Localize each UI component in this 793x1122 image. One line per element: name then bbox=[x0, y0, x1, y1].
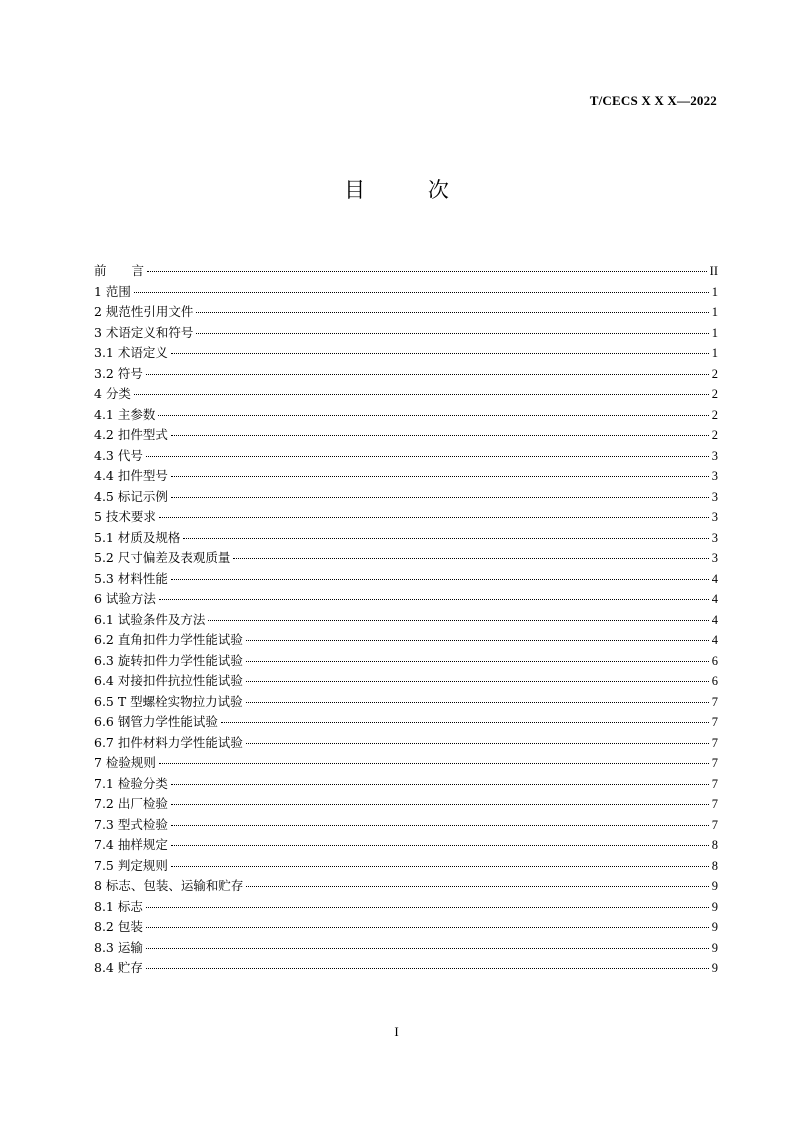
toc-entry[interactable] bbox=[94, 651, 718, 672]
toc-entry-label: 5.3 材料性能 bbox=[94, 570, 168, 586]
toc-entry-page: 2 bbox=[711, 387, 718, 401]
toc-leader-dots bbox=[171, 784, 709, 785]
toc-entry[interactable] bbox=[94, 938, 718, 959]
toc-entry-label: 3 术语定义和符号 bbox=[94, 324, 194, 340]
toc-entry[interactable] bbox=[94, 630, 718, 651]
toc-entry-label: 2 规范性引用文件 bbox=[94, 304, 194, 319]
toc-entry-page: 7 bbox=[711, 817, 718, 832]
toc-leader-dots bbox=[196, 333, 708, 334]
toc-entry[interactable] bbox=[94, 815, 718, 836]
toc-entry[interactable] bbox=[94, 323, 718, 344]
toc-entry-label: 8.3 运输 bbox=[94, 939, 143, 955]
toc-entry-page: 7 bbox=[711, 735, 718, 750]
toc-entry-label: 6.1 试验条件及方法 bbox=[94, 611, 206, 627]
toc-leader-dots bbox=[246, 661, 709, 662]
toc-entry-label: 6.5 T 型螺栓实物拉力试验 bbox=[94, 693, 243, 709]
toc-leader-dots bbox=[246, 640, 709, 641]
toc-entry-page: 4 bbox=[711, 633, 718, 647]
toc-entry[interactable] bbox=[94, 794, 718, 815]
toc-entry-page: II bbox=[709, 264, 718, 278]
toc-entry-label: 5.2 尺寸偏差及表观质量 bbox=[94, 550, 231, 565]
toc-entry-page: 6 bbox=[711, 674, 718, 688]
toc-entry[interactable] bbox=[94, 282, 718, 303]
toc-entry-page: 3 bbox=[711, 510, 718, 524]
toc-entry-label: 前 言 bbox=[94, 263, 145, 278]
toc-entry-label: 8 标志、包装、运输和贮存 bbox=[94, 878, 244, 893]
toc-entry-page: 3 bbox=[711, 448, 718, 463]
toc-entry-label: 7.3 型式检验 bbox=[94, 816, 168, 832]
toc-entry[interactable] bbox=[94, 958, 718, 979]
toc-entry-label: 4.2 扣件型式 bbox=[94, 427, 168, 442]
toc-entry-page: 3 bbox=[711, 551, 718, 565]
toc-entry-page: 7 bbox=[711, 776, 718, 791]
toc-entry-page: 4 bbox=[711, 571, 718, 586]
toc-entry[interactable] bbox=[94, 733, 718, 754]
toc-entry[interactable] bbox=[94, 917, 718, 938]
toc-leader-dots bbox=[208, 620, 708, 621]
toc-entry-label: 7.5 判定规则 bbox=[94, 857, 168, 873]
toc-entry-page: 9 bbox=[711, 961, 718, 975]
toc-entry-label: 6.7 扣件材料力学性能试验 bbox=[94, 734, 243, 750]
toc-leader-dots bbox=[171, 435, 709, 436]
toc-leader-dots bbox=[246, 886, 708, 887]
toc-entry-label: 5 技术要求 bbox=[94, 509, 156, 524]
toc-leader-dots bbox=[146, 456, 709, 457]
toc-entry[interactable] bbox=[94, 876, 718, 897]
toc-entry-page: 9 bbox=[711, 940, 718, 955]
toc-leader-dots bbox=[171, 497, 709, 498]
toc-leader-dots bbox=[196, 312, 708, 313]
toc-entry[interactable] bbox=[94, 856, 718, 877]
toc-entry-label: 4 分类 bbox=[94, 386, 131, 401]
toc-leader-dots bbox=[233, 558, 708, 559]
toc-entry[interactable] bbox=[94, 569, 718, 590]
toc-entry[interactable] bbox=[94, 466, 718, 487]
toc-entry-label: 6.6 钢管力学性能试验 bbox=[94, 714, 218, 729]
toc-entry[interactable] bbox=[94, 364, 718, 385]
toc-leader-dots bbox=[171, 866, 709, 867]
toc-leader-dots bbox=[246, 681, 709, 682]
toc-entry-page: 2 bbox=[711, 428, 718, 442]
toc-leader-dots bbox=[159, 763, 709, 764]
toc-entry-label: 4.5 标记示例 bbox=[94, 488, 168, 504]
toc-leader-dots bbox=[246, 743, 709, 744]
toc-leader-dots bbox=[171, 476, 709, 477]
toc-leader-dots bbox=[171, 825, 709, 826]
toc-entry-label: 5.1 材质及规格 bbox=[94, 529, 181, 545]
toc-leader-dots bbox=[246, 702, 709, 703]
toc-entry-page: 7 bbox=[711, 797, 718, 811]
toc-entry-label: 6 试验方法 bbox=[94, 591, 156, 606]
toc-entry-label: 3.1 术语定义 bbox=[94, 345, 168, 360]
toc-entry-label: 7 检验规则 bbox=[94, 755, 156, 770]
toc-entry[interactable] bbox=[94, 774, 718, 795]
table-of-contents bbox=[94, 261, 718, 979]
toc-entry[interactable] bbox=[94, 753, 718, 774]
toc-leader-dots bbox=[134, 292, 709, 293]
toc-entry[interactable] bbox=[94, 897, 718, 918]
toc-entry-page: 7 bbox=[711, 756, 718, 770]
toc-entry-page: 4 bbox=[711, 592, 718, 606]
page-number: I bbox=[394, 1024, 399, 1039]
toc-leader-dots bbox=[146, 907, 709, 908]
toc-entry-page: 9 bbox=[711, 899, 718, 914]
toc-leader-dots bbox=[158, 415, 708, 416]
toc-entry[interactable] bbox=[94, 302, 718, 323]
toc-entry-label: 7.4 抽样规定 bbox=[94, 837, 168, 852]
toc-entry-label: 4.3 代号 bbox=[94, 447, 143, 463]
toc-leader-dots bbox=[147, 271, 707, 272]
toc-entry-label: 6.2 直角扣件力学性能试验 bbox=[94, 632, 243, 647]
toc-entry[interactable] bbox=[94, 425, 718, 446]
toc-leader-dots bbox=[183, 538, 708, 539]
toc-entry[interactable] bbox=[94, 589, 718, 610]
toc-entry-page: 6 bbox=[711, 653, 718, 668]
toc-entry-page: 1 bbox=[711, 284, 718, 299]
toc-entry[interactable] bbox=[94, 487, 718, 508]
toc-entry-page: 3 bbox=[711, 530, 718, 545]
toc-entry-label: 4.4 扣件型号 bbox=[94, 468, 168, 483]
toc-entry[interactable] bbox=[94, 446, 718, 467]
toc-leader-dots bbox=[134, 394, 709, 395]
toc-entry[interactable] bbox=[94, 507, 718, 528]
toc-entry[interactable] bbox=[94, 261, 718, 282]
toc-leader-dots bbox=[146, 968, 709, 969]
document-code: T/CECS X X X—2022 bbox=[589, 93, 717, 108]
toc-leader-dots bbox=[146, 374, 709, 375]
toc-entry-label: 8.2 包装 bbox=[94, 919, 143, 934]
toc-leader-dots bbox=[171, 804, 709, 805]
toc-entry-page: 4 bbox=[711, 612, 718, 627]
toc-entry[interactable] bbox=[94, 548, 718, 569]
toc-entry-label: 7.2 出厂检验 bbox=[94, 796, 168, 811]
toc-leader-dots bbox=[171, 579, 709, 580]
toc-entry[interactable] bbox=[94, 712, 718, 733]
toc-entry-page: 2 bbox=[711, 366, 718, 381]
toc-entry-label: 4.1 主参数 bbox=[94, 406, 156, 422]
toc-entry-page: 8 bbox=[711, 858, 718, 873]
toc-entry-page: 9 bbox=[711, 879, 718, 893]
toc-entry-page: 3 bbox=[711, 489, 718, 504]
toc-entry[interactable] bbox=[94, 610, 718, 631]
toc-leader-dots bbox=[146, 948, 709, 949]
toc-leader-dots bbox=[171, 845, 709, 846]
toc-leader-dots bbox=[159, 599, 709, 600]
toc-leader-dots bbox=[159, 517, 709, 518]
toc-entry-label: 1 范围 bbox=[94, 283, 131, 299]
toc-entry-label: 3.2 符号 bbox=[94, 365, 143, 381]
toc-entry[interactable] bbox=[94, 528, 718, 549]
toc-entry[interactable] bbox=[94, 405, 718, 426]
toc-entry-label: 8.1 标志 bbox=[94, 898, 143, 914]
toc-entry-page: 8 bbox=[711, 838, 718, 852]
toc-entry-page: 7 bbox=[711, 694, 718, 709]
toc-entry-page: 2 bbox=[711, 407, 718, 422]
toc-entry[interactable] bbox=[94, 343, 718, 364]
toc-entry-page: 1 bbox=[711, 305, 718, 319]
page-title: 目 次 bbox=[344, 178, 477, 202]
toc-entry-page: 9 bbox=[711, 920, 718, 934]
toc-entry-label: 6.4 对接扣件抗拉性能试验 bbox=[94, 673, 243, 688]
toc-entry[interactable] bbox=[94, 835, 718, 856]
toc-leader-dots bbox=[171, 353, 709, 354]
toc-entry-label: 8.4 贮存 bbox=[94, 960, 143, 975]
toc-leader-dots bbox=[146, 927, 709, 928]
toc-entry-label: 7.1 检验分类 bbox=[94, 775, 168, 791]
toc-entry-page: 1 bbox=[711, 325, 718, 340]
toc-entry-page: 3 bbox=[711, 469, 718, 483]
toc-leader-dots bbox=[221, 722, 709, 723]
toc-entry-label: 6.3 旋转扣件力学性能试验 bbox=[94, 652, 243, 668]
toc-entry[interactable] bbox=[94, 384, 718, 405]
toc-entry-page: 1 bbox=[711, 346, 718, 360]
toc-entry-page: 7 bbox=[711, 715, 718, 729]
toc-entry[interactable] bbox=[94, 692, 718, 713]
toc-entry[interactable] bbox=[94, 671, 718, 692]
